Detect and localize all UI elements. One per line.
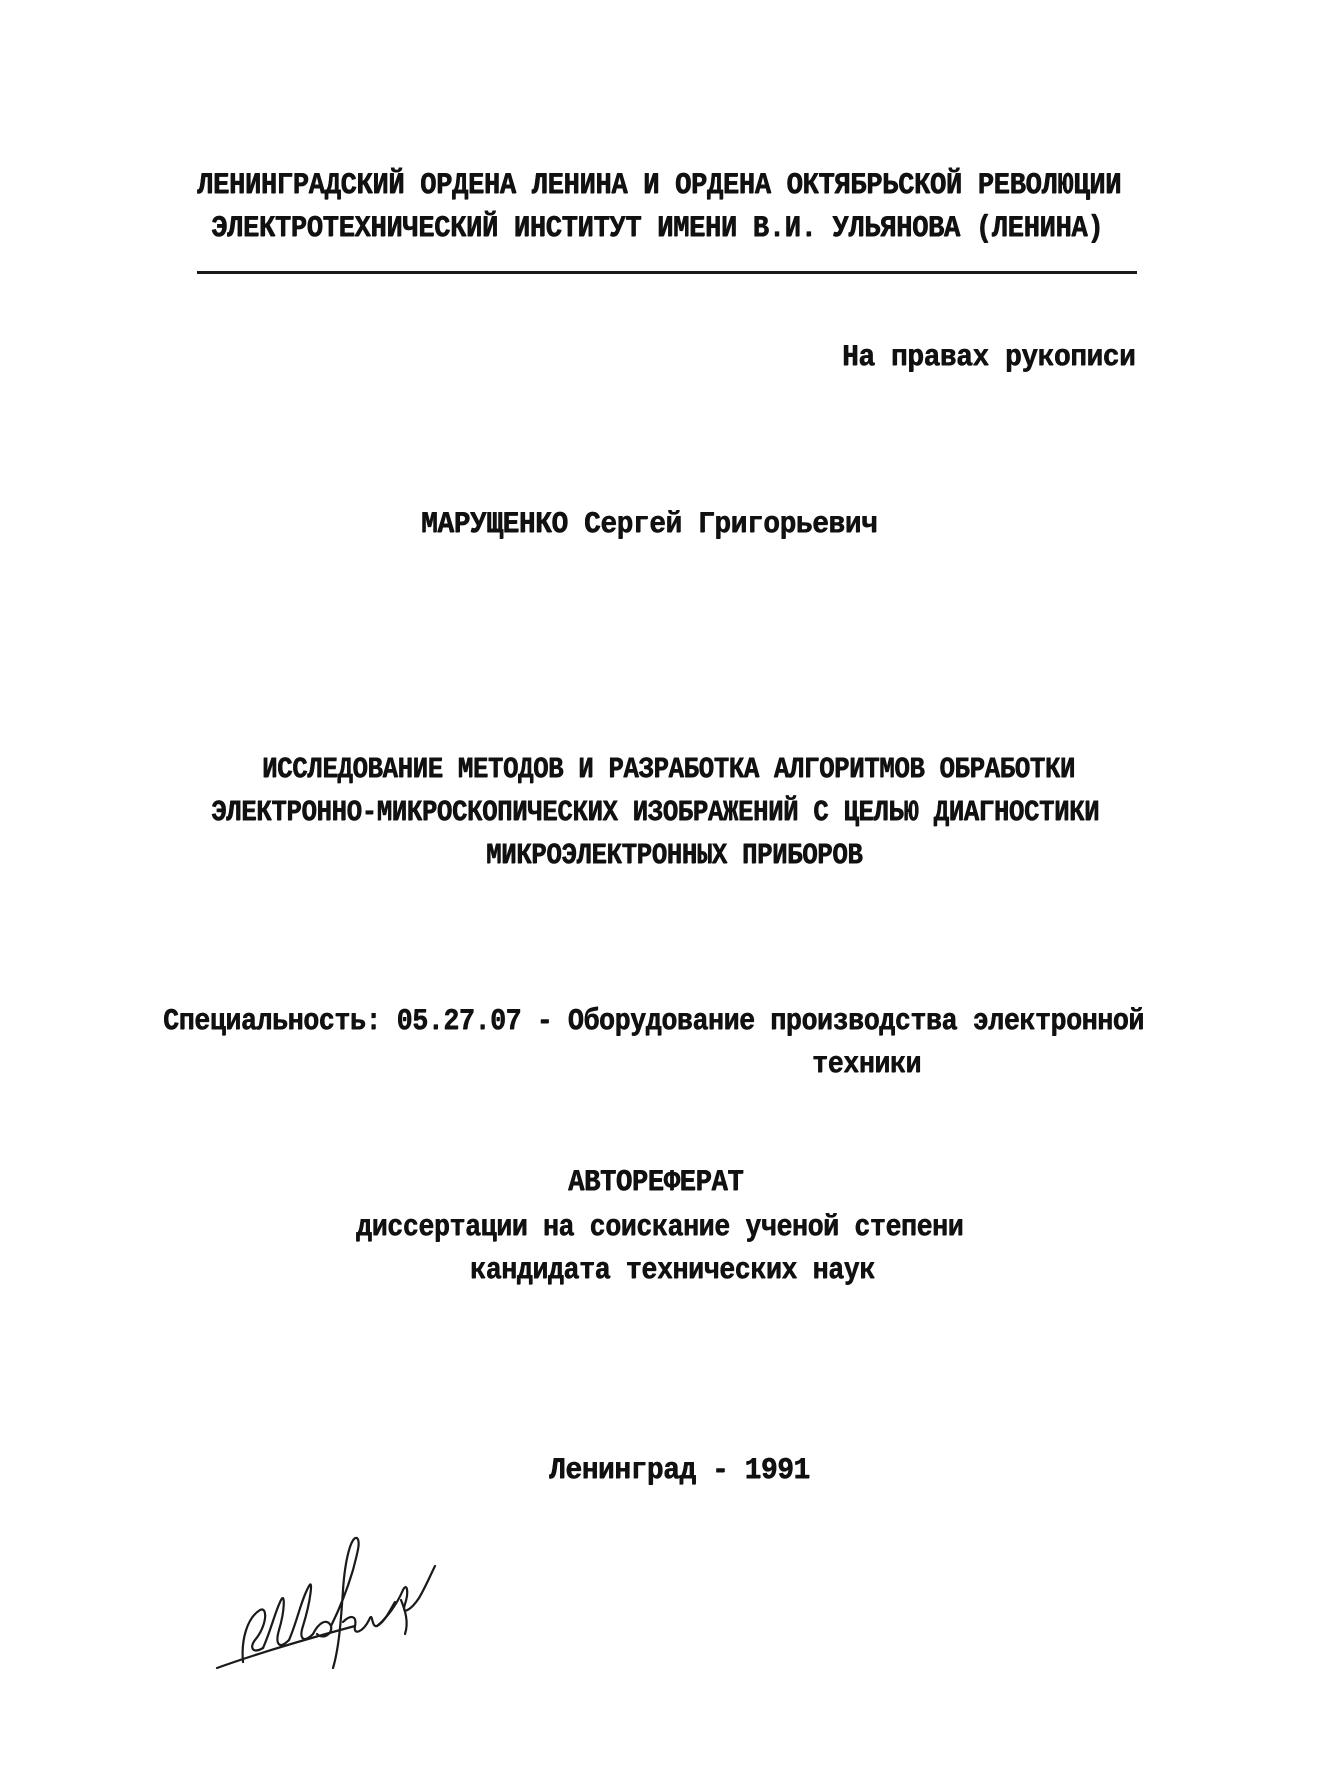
handwritten-signature	[205, 1530, 445, 1680]
author-name: МАРУЩЕНКО Сергей Григорьевич	[421, 507, 878, 542]
institute-name-line-1: ЛЕНИНГРАДСКИЙ ОРДЕНА ЛЕНИНА И ОРДЕНА ОКТЯБРЬСКОЙ РЕВОЛЮЦИИ	[197, 168, 1121, 203]
dissertation-title-line-2: ЭЛЕКТРОННО-МИКРОСКОПИЧЕСКИХ ИЗОБРАЖЕНИЙ С ЦЕЛЬЮ ДИАГНОСТИКИ	[211, 796, 1100, 830]
header-divider	[197, 271, 1137, 274]
dissertation-title-line-3: МИКРОЭЛЕКТРОННЫХ ПРИБОРОВ	[486, 839, 863, 873]
abstract-degree-line: диссертации на соискание ученой степени	[356, 1210, 964, 1245]
manuscript-rights-note: На правах рукописи	[842, 340, 1136, 375]
specialty-line-2: техники	[812, 1047, 921, 1082]
place-and-year: Ленинград - 1991	[549, 1453, 810, 1488]
abstract-heading: АВТОРЕФЕРАТ	[568, 1165, 744, 1200]
specialty-line-1: Специальность: 05.27.07 - Оборудование производства электронной	[163, 1004, 1144, 1039]
abstract-degree-line-2: кандидата технических наук	[470, 1253, 875, 1288]
dissertation-title-line-1: ИССЛЕДОВАНИЕ МЕТОДОВ И РАЗРАБОТКА АЛГОРИТМОВ ОБРАБОТКИ	[262, 753, 1075, 787]
institute-name-line-2: ЭЛЕКТРОТЕХНИЧЕСКИЙ ИНСТИТУТ ИМЕНИ В.И. УЛЬЯНОВА (ЛЕНИНА)	[211, 211, 1104, 246]
